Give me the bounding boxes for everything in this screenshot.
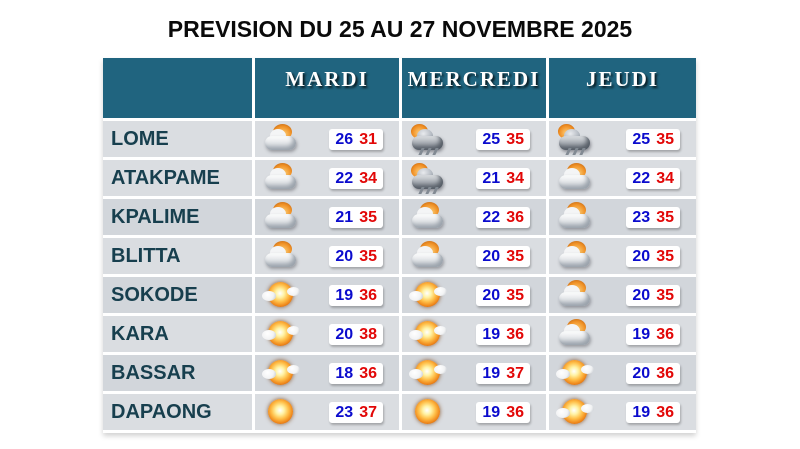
city-label: BASSAR bbox=[103, 355, 252, 391]
temperature-badge bbox=[329, 363, 383, 384]
cloud-puff bbox=[434, 365, 447, 374]
temp-max: 31 bbox=[359, 130, 377, 148]
cloud-puff bbox=[581, 404, 594, 413]
temp-max: 35 bbox=[506, 130, 524, 148]
temperature-badge bbox=[329, 324, 383, 345]
temperature-badge bbox=[329, 129, 383, 150]
temp-max: 35 bbox=[656, 286, 674, 304]
forecast-cell bbox=[255, 121, 399, 157]
forecast-cell bbox=[255, 277, 399, 313]
temp-max: 35 bbox=[656, 208, 674, 226]
temp-min: 26 bbox=[335, 130, 354, 148]
partly-cloudy-icon bbox=[264, 162, 298, 194]
forecast-cell bbox=[402, 160, 546, 196]
temperature-badge bbox=[329, 168, 383, 189]
cloud-puff bbox=[262, 369, 276, 379]
cloud-puff bbox=[434, 287, 447, 296]
cloud-body bbox=[265, 214, 296, 228]
table-row bbox=[103, 277, 696, 313]
forecast-cell bbox=[402, 121, 546, 157]
forecast-cell bbox=[549, 394, 696, 430]
cloud-puff bbox=[262, 330, 276, 340]
temperature-badge bbox=[329, 285, 383, 306]
temperature-badge bbox=[329, 246, 383, 267]
temp-max: 36 bbox=[359, 364, 377, 382]
temp-min: 25 bbox=[482, 130, 501, 148]
temperature-badge bbox=[626, 129, 680, 150]
temperature-badge bbox=[476, 207, 530, 228]
partly-cloudy-icon bbox=[558, 201, 592, 233]
temp-max: 35 bbox=[359, 247, 377, 265]
forecast-table bbox=[103, 58, 696, 433]
temp-max: 35 bbox=[506, 286, 524, 304]
temp-max: 34 bbox=[656, 169, 674, 187]
table-row bbox=[103, 355, 696, 391]
partly-cloudy-icon bbox=[558, 318, 592, 350]
sun-icon bbox=[264, 396, 298, 428]
cloud-body bbox=[559, 331, 590, 345]
temp-min: 21 bbox=[482, 169, 501, 187]
header-day-mercredi: MERCREDI bbox=[402, 58, 546, 118]
cloud-puff bbox=[409, 330, 423, 340]
temp-max: 35 bbox=[656, 130, 674, 148]
temperature-badge bbox=[626, 402, 680, 423]
partly-cloudy-icon bbox=[411, 201, 445, 233]
sun-haze-icon bbox=[264, 279, 298, 311]
forecast-cell bbox=[255, 160, 399, 196]
forecast-cell bbox=[255, 238, 399, 274]
temp-max: 34 bbox=[506, 169, 524, 187]
table-row bbox=[103, 199, 696, 235]
partly-cloudy-icon bbox=[558, 162, 592, 194]
temp-max: 36 bbox=[506, 403, 524, 421]
partly-cloudy-icon bbox=[558, 240, 592, 272]
temp-max: 36 bbox=[506, 208, 524, 226]
forecast-cell bbox=[255, 316, 399, 352]
temp-min: 19 bbox=[482, 325, 501, 343]
sun-core bbox=[415, 399, 440, 424]
temp-min: 22 bbox=[632, 169, 651, 187]
temperature-badge bbox=[626, 363, 680, 384]
partly-cloudy-icon bbox=[411, 240, 445, 272]
table-row bbox=[103, 316, 696, 352]
temperature-badge bbox=[476, 363, 530, 384]
page-title: PREVISION DU 25 AU 27 NOVEMBRE 2025 bbox=[167, 16, 633, 42]
temperature-badge bbox=[626, 168, 680, 189]
forecast-cell bbox=[549, 160, 696, 196]
cloud-body bbox=[559, 253, 590, 267]
partly-cloudy-icon bbox=[264, 123, 298, 155]
temp-min: 19 bbox=[632, 403, 651, 421]
cloud-puff bbox=[409, 291, 423, 301]
forecast-cell bbox=[402, 394, 546, 430]
temp-min: 23 bbox=[335, 403, 354, 421]
forecast-cell bbox=[402, 355, 546, 391]
temp-max: 36 bbox=[656, 325, 674, 343]
forecast-cell bbox=[549, 121, 696, 157]
city-label: DAPAONG bbox=[103, 394, 252, 430]
city-label: LOME bbox=[103, 121, 252, 157]
temperature-badge bbox=[476, 168, 530, 189]
forecast-cell bbox=[549, 355, 696, 391]
temperature-badge bbox=[476, 402, 530, 423]
rain-sun-icon bbox=[558, 123, 592, 155]
sun-haze-icon bbox=[411, 318, 445, 350]
temperature-badge bbox=[626, 324, 680, 345]
temp-min: 19 bbox=[632, 325, 651, 343]
temp-max: 37 bbox=[359, 403, 377, 421]
temperature-badge bbox=[476, 129, 530, 150]
sun-haze-icon bbox=[411, 279, 445, 311]
cloud-puff bbox=[556, 408, 570, 418]
temp-max: 37 bbox=[506, 364, 524, 382]
cloud-body bbox=[559, 214, 590, 228]
cloud-puff bbox=[287, 326, 300, 335]
temp-min: 25 bbox=[632, 130, 651, 148]
temperature-badge bbox=[329, 207, 383, 228]
partly-cloudy-icon bbox=[264, 240, 298, 272]
temp-min: 22 bbox=[482, 208, 501, 226]
forecast-cell bbox=[402, 316, 546, 352]
temp-min: 19 bbox=[482, 403, 501, 421]
sun-haze-icon bbox=[558, 357, 592, 389]
cloud-body bbox=[412, 253, 443, 267]
temp-max: 36 bbox=[656, 364, 674, 382]
cloud-puff bbox=[287, 287, 300, 296]
temperature-badge bbox=[626, 207, 680, 228]
temp-min: 19 bbox=[482, 364, 501, 382]
cloud-puff bbox=[287, 365, 300, 374]
cloud-body bbox=[412, 136, 443, 150]
table-row bbox=[103, 238, 696, 274]
sun-haze-icon bbox=[558, 396, 592, 428]
partly-cloudy-icon bbox=[264, 201, 298, 233]
sun-core bbox=[268, 399, 293, 424]
header-day-mardi: MARDI bbox=[255, 58, 399, 118]
temp-min: 20 bbox=[482, 286, 501, 304]
temperature-badge bbox=[626, 246, 680, 267]
cloud-body bbox=[265, 136, 296, 150]
temperature-badge bbox=[476, 324, 530, 345]
temp-max: 34 bbox=[359, 169, 377, 187]
temp-max: 36 bbox=[656, 403, 674, 421]
cloud-puff bbox=[556, 369, 570, 379]
sun-haze-icon bbox=[264, 357, 298, 389]
cloud-body bbox=[559, 175, 590, 189]
cloud-body bbox=[265, 253, 296, 267]
forecast-cell bbox=[255, 199, 399, 235]
forecast-cell bbox=[255, 394, 399, 430]
table-row bbox=[103, 394, 696, 430]
cloud-body bbox=[412, 175, 443, 189]
sun-haze-icon bbox=[264, 318, 298, 350]
cloud-puff bbox=[262, 291, 276, 301]
forecast-cell bbox=[402, 238, 546, 274]
forecast-cell bbox=[255, 355, 399, 391]
city-label: SOKODE bbox=[103, 277, 252, 313]
table-row bbox=[103, 160, 696, 196]
temp-max: 36 bbox=[359, 286, 377, 304]
cloud-puff bbox=[434, 326, 447, 335]
forecast-cell bbox=[549, 316, 696, 352]
forecast-cell bbox=[549, 199, 696, 235]
forecast-cell bbox=[402, 277, 546, 313]
header-day-jeudi: JEUDI bbox=[549, 58, 696, 118]
temperature-badge bbox=[626, 285, 680, 306]
temp-min: 23 bbox=[632, 208, 651, 226]
forecast-cell bbox=[402, 199, 546, 235]
sun-icon bbox=[411, 396, 445, 428]
cloud-body bbox=[559, 136, 590, 150]
temp-min: 20 bbox=[632, 286, 651, 304]
temp-min: 22 bbox=[335, 169, 354, 187]
temp-max: 35 bbox=[506, 247, 524, 265]
rain-sun-icon bbox=[411, 162, 445, 194]
city-label: BLITTA bbox=[103, 238, 252, 274]
cloud-puff bbox=[409, 369, 423, 379]
temp-min: 18 bbox=[335, 364, 354, 382]
table-body bbox=[103, 121, 696, 430]
temp-min: 20 bbox=[482, 247, 501, 265]
sun-haze-icon bbox=[411, 357, 445, 389]
rain-sun-icon bbox=[411, 123, 445, 155]
forecast-cell bbox=[549, 277, 696, 313]
partly-cloudy-icon bbox=[558, 279, 592, 311]
temp-max: 38 bbox=[359, 325, 377, 343]
temp-min: 20 bbox=[335, 247, 354, 265]
forecast-cell bbox=[549, 238, 696, 274]
temp-min: 20 bbox=[632, 364, 651, 382]
temp-max: 35 bbox=[656, 247, 674, 265]
city-label: ATAKPAME bbox=[103, 160, 252, 196]
city-label: KARA bbox=[103, 316, 252, 352]
cloud-body bbox=[559, 292, 590, 306]
temp-max: 36 bbox=[506, 325, 524, 343]
temperature-badge bbox=[476, 246, 530, 267]
temp-min: 20 bbox=[335, 325, 354, 343]
city-label: KPALIME bbox=[103, 199, 252, 235]
header-city-cell bbox=[103, 58, 252, 118]
temperature-badge bbox=[329, 402, 383, 423]
cloud-puff bbox=[581, 365, 594, 374]
temp-min: 21 bbox=[335, 208, 354, 226]
temperature-badge bbox=[476, 285, 530, 306]
table-header-row bbox=[103, 58, 696, 118]
temp-min: 19 bbox=[335, 286, 354, 304]
temp-min: 20 bbox=[632, 247, 651, 265]
cloud-body bbox=[412, 214, 443, 228]
cloud-body bbox=[265, 175, 296, 189]
temp-max: 35 bbox=[359, 208, 377, 226]
table-row bbox=[103, 121, 696, 157]
